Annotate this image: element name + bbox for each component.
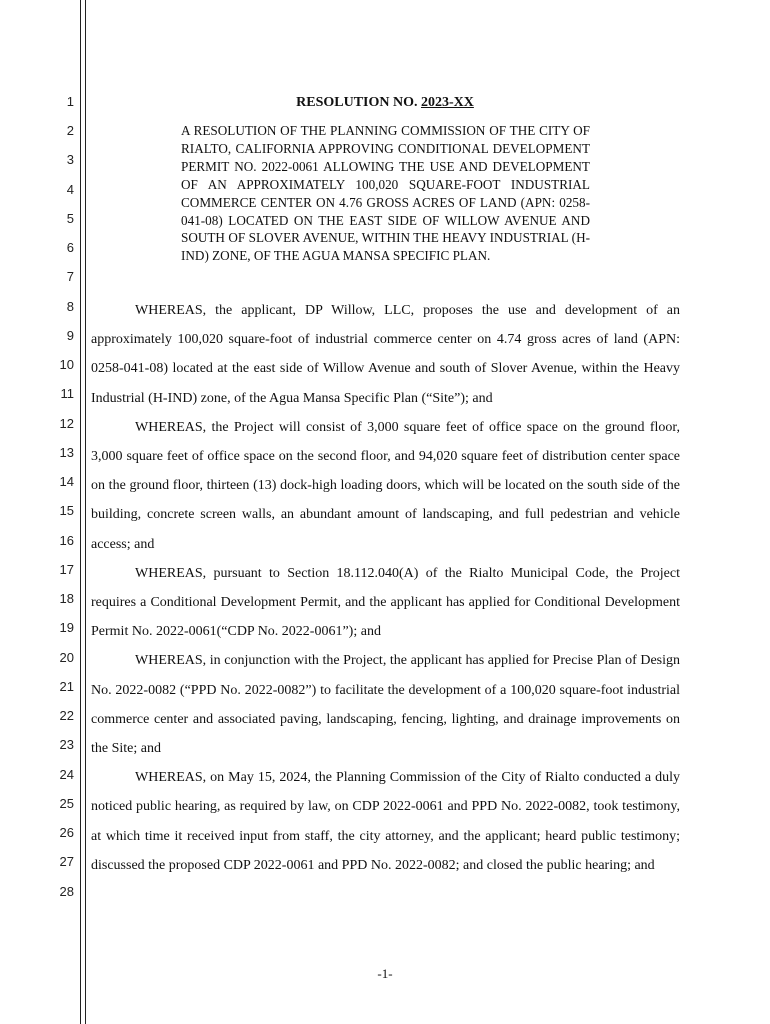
line-number: 3 — [66, 152, 74, 167]
line-number: 22 — [59, 708, 74, 723]
line-number: 1 — [66, 94, 74, 109]
line-number: 4 — [66, 182, 74, 197]
line-number: 24 — [59, 767, 74, 782]
line-number: 19 — [59, 620, 74, 635]
line-number: 23 — [59, 737, 74, 752]
line-number: 11 — [60, 386, 74, 401]
line-number: 10 — [59, 357, 74, 372]
whereas-paragraph: WHEREAS, pursuant to Section 18.112.040(A) of the Rialto Municipal Code, the Project requires a Conditional Development Permit, and the applicant has applied for Conditional Development Permit No. 2022-0061(“CDP No. 2022-0061”); and — [91, 565, 680, 640]
whereas-paragraph: WHEREAS, the applicant, DP Willow, LLC, proposes the use and development of an approximately 100,020 square-foot of industrial commerce center on 4.74 gross acres of land (APN: 0258-041-08) located at the east side of Willow Avenue and south of Slover Avenue, within the Heavy Industrial (H-IND) zone, of the Agua Mansa Specific Plan (“Site”); and — [91, 303, 680, 406]
whereas-paragraph: WHEREAS, the Project will consist of 3,000 square feet of office space on the ground floor, 3,000 square feet of office space on the second floor, and 94,020 square feet of distribution center space on the ground floor, thirteen (13) dock-high loading doors, which will be located on the south side of the building, concrete screen walls, an abundant amount of landscaping, and full pedestrian and vehicle access; and — [91, 419, 680, 552]
line-number: 27 — [59, 854, 74, 869]
line-number: 25 — [59, 796, 74, 811]
resolution-number: 2023-XX — [420, 95, 474, 110]
resolution-heading: A RESOLUTION OF THE PLANNING COMMISSION OF THE CITY OF RIALTO, CALIFORNIA APPROVING CONDITIONAL DEVELOPMENT PERMIT NO. 2022-0061 ALLOWING THE USE AND DEVELOPMENT OF AN APPROXIMATELY 100,020 SQUARE-FOOT INDUSTRIAL COMMERCE CENTER ON 4.76 GROSS ACRES OF LAND (APN: 0258-041-08) LOCATED ON THE EAST SIDE OF WILLOW AVENUE AND SOUTH OF SLOVER AVENUE, WITHIN THE HEAVY INDUSTRIAL (H-IND) ZONE, OF THE AGUA MANSA SPECIFIC PLAN. — [181, 123, 590, 264]
whereas-paragraph: WHEREAS, on May 15, 2024, the Planning Commission of the City of Rialto conducted a duly noticed public hearing, as required by law, on CDP 2022-0061 and PPD No. 2022-0082, took testimony, at which time it received input from staff, the city attorney, and the applicant; heard public testimony; discussed the proposed CDP 2022-0061 and PPD No. 2022-0082; and closed the public hearing; and — [91, 770, 680, 873]
line-number: 2 — [66, 123, 74, 138]
line-number: 7 — [66, 269, 74, 284]
resolution-title-prefix: RESOLUTION NO. — [296, 95, 421, 110]
line-number: 28 — [59, 884, 74, 899]
line-number: 15 — [59, 503, 74, 518]
line-number: 26 — [59, 825, 74, 840]
whereas-paragraph: WHEREAS, in conjunction with the Project, the applicant has applied for Precise Plan of Design No. 2022-0082 (“PPD No. 2022-0082”) to facilitate the development of a 100,020 square-foot industrial commerce center and associated paving, landscaping, fencing, lighting, and drainage improvements on the Site; and — [91, 653, 680, 757]
line-number: 13 — [59, 445, 74, 460]
line-number: 16 — [59, 533, 74, 548]
line-number: 12 — [59, 416, 74, 431]
margin-rule-left — [80, 0, 81, 1024]
margin-rule-right — [85, 0, 86, 1024]
line-number-column — [0, 0, 78, 1024]
line-number: 18 — [59, 591, 74, 606]
line-number: 20 — [59, 650, 74, 665]
line-number: 17 — [59, 562, 74, 577]
line-number: 6 — [66, 240, 74, 255]
line-number: 5 — [66, 211, 74, 226]
page-number: -1- — [377, 966, 393, 981]
line-number: 14 — [59, 474, 74, 489]
line-number: 21 — [59, 679, 74, 694]
resolution-body — [91, 296, 680, 880]
resolution-title — [90, 93, 680, 113]
line-number: 9 — [66, 328, 74, 343]
line-number: 8 — [66, 299, 74, 314]
